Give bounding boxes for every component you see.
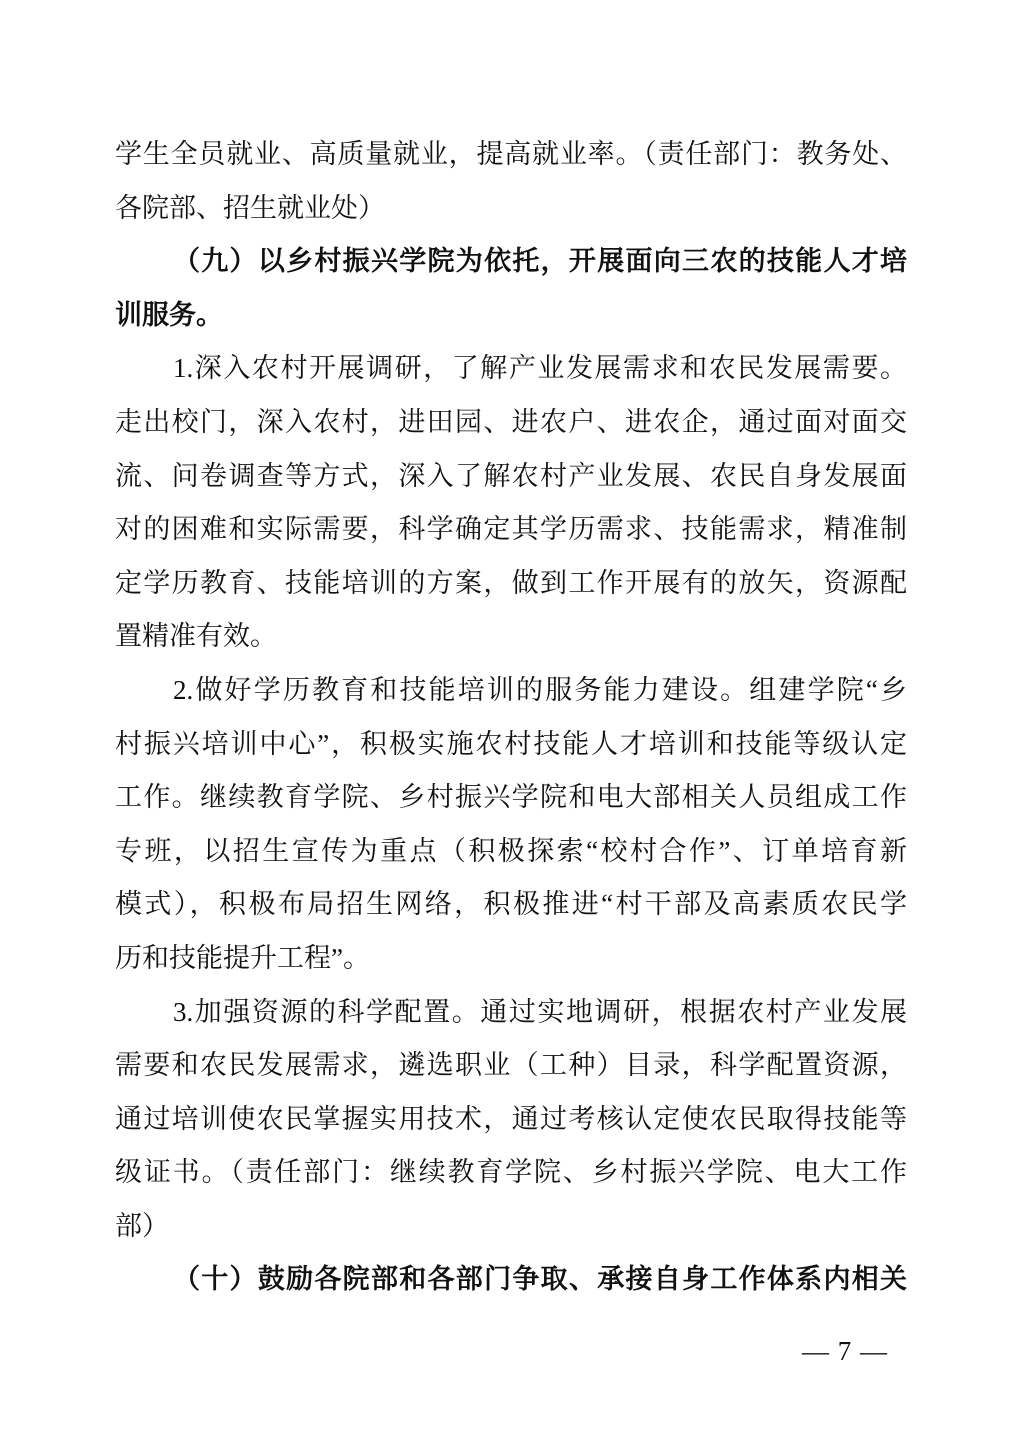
text-line: 置精准有效。: [115, 621, 277, 652]
section-heading-10: （十）鼓励各院部和各部门争取、承接自身工作体系内相关: [173, 1264, 907, 1295]
text-line: 走出校门，深入农村，进田园、进农户、进农企，通过面对面交: [115, 406, 907, 437]
text-line: 通过培训使农民掌握实用技术，通过考核认定使农民取得技能等: [115, 1103, 907, 1134]
text-line: 工作。继续教育学院、乡村振兴学院和电大部相关人员组成工作: [115, 782, 907, 813]
text-line: 定学历教育、技能培训的方案，做到工作开展有的放矢，资源配: [115, 567, 907, 598]
text-line: 2.做好学历教育和技能培训的服务能力建设。组建学院“乡: [173, 674, 907, 705]
text-line: 历和技能提升工程”。: [115, 942, 370, 973]
text-line: 需要和农民发展需求，遴选职业（工种）目录，科学配置资源，: [115, 1050, 907, 1081]
text-line: 村振兴培训中心”，积极实施农村技能人才培训和技能等级认定: [115, 728, 907, 759]
section-heading-9-continuation: 训服务。: [115, 299, 223, 330]
text-block: [115, 128, 907, 1307]
text-line: 对的困难和实际需要，科学确定其学历需求、技能需求，精准制: [115, 514, 907, 545]
text-line: 3.加强资源的科学配置。通过实地调研，根据农村产业发展: [173, 996, 907, 1027]
text-line: 各院部、招生就业处）: [115, 192, 385, 223]
section-heading-9: （九）以乡村振兴学院为依托，开展面向三农的技能人才培: [173, 246, 907, 277]
text-line: 专班，以招生宣传为重点（积极探索“校村合作”、订单培育新: [115, 835, 907, 866]
text-line: 流、问卷调查等方式，深入了解农村产业发展、农民自身发展面: [115, 460, 907, 491]
text-line: 部）: [115, 1210, 169, 1241]
text-line: 1.深入农村开展调研，了解产业发展需求和农民发展需要。: [173, 353, 907, 384]
text-line: 级证书。（责任部门：继续教育学院、乡村振兴学院、电大工作: [115, 1157, 907, 1188]
page-number: — 7 —: [802, 1336, 888, 1366]
text-line: 学生全员就业、高质量就业，提高就业率。（责任部门：教务处、: [115, 139, 907, 169]
text-line: 模式），积极布局招生网络，积极推进“村干部及高素质农民学: [115, 889, 907, 920]
